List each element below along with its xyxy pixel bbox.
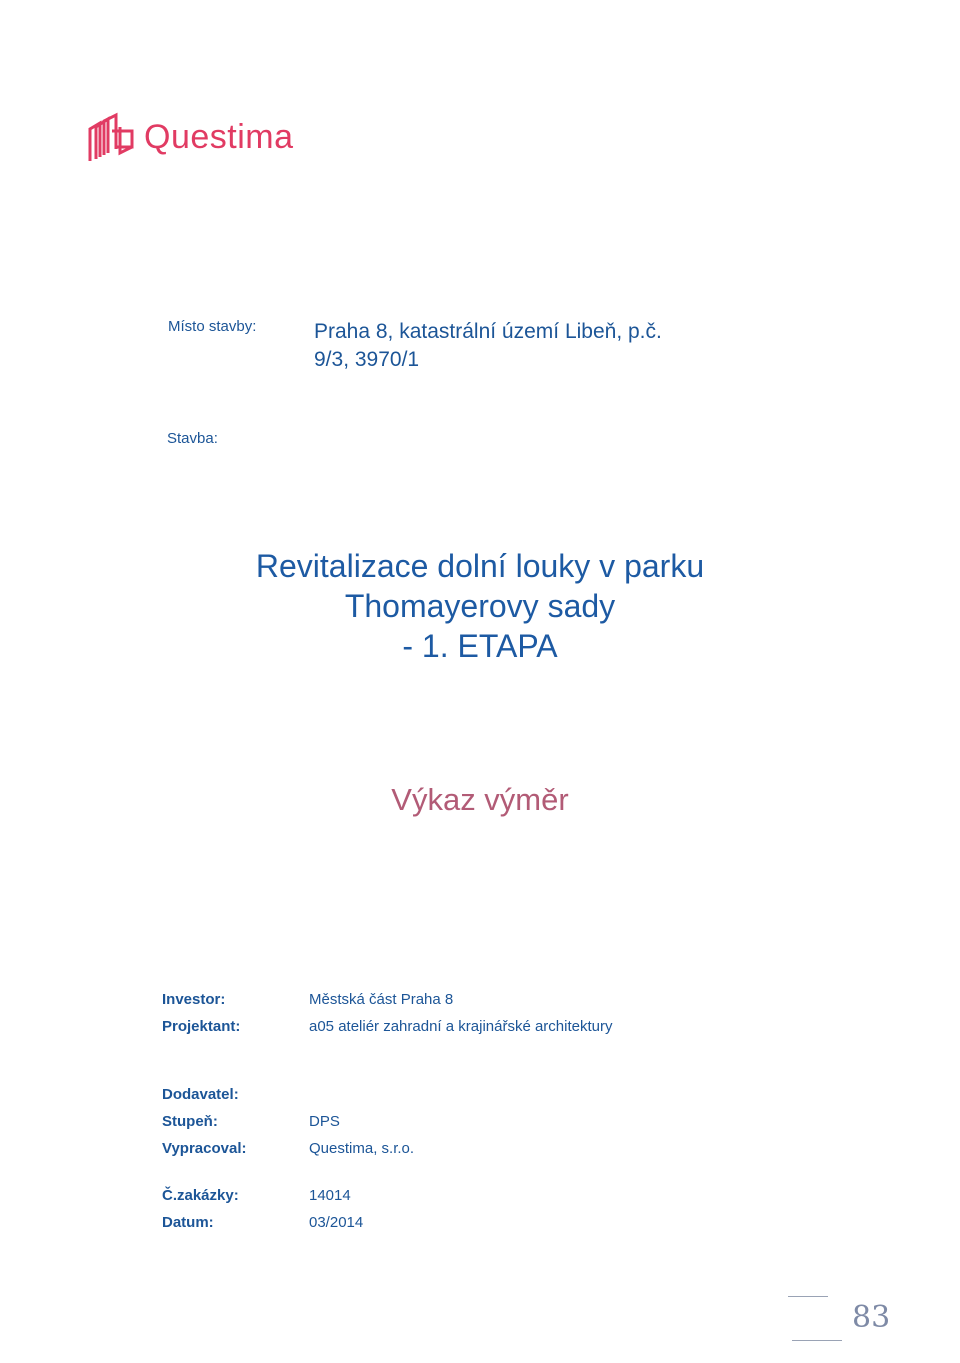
supplier-label: Dodavatel: (162, 1086, 239, 1103)
site-value-line1: Praha 8, katastrální území Libeň, p.č. (314, 320, 662, 343)
designer-value: a05 ateliér zahradní a krajinářské architektury (309, 1018, 613, 1035)
stage-value: DPS (309, 1113, 340, 1130)
logo-text: Questima (144, 117, 294, 156)
scribble-line-top (788, 1296, 828, 1297)
site-value-line2: 9/3, 3970/1 (314, 348, 420, 371)
project-title-line2: Thomayerovy sady (344, 588, 616, 624)
questima-logo-icon (86, 109, 138, 165)
project-title-line3: - 1. ETAPA (402, 628, 558, 664)
site-value (314, 318, 754, 374)
company-logo (86, 108, 294, 166)
document-type: Výkaz výměr (391, 782, 569, 817)
order-label: Č.zakázky: (162, 1187, 239, 1204)
designer-label: Projektant: (162, 1018, 241, 1035)
prepared-label: Vypracoval: (162, 1140, 247, 1157)
project-title-line1: Revitalizace dolní louky v parku (255, 548, 705, 584)
date-label: Datum: (162, 1214, 214, 1231)
site-label: Místo stavby: (168, 318, 257, 335)
scribble-line-bottom (792, 1340, 842, 1341)
order-value: 14014 (309, 1187, 351, 1204)
date-value: 03/2014 (309, 1214, 364, 1231)
stage-label: Stupeň: (162, 1113, 218, 1130)
investor-label: Investor: (162, 991, 226, 1008)
construction-label: Stavba: (167, 430, 218, 447)
prepared-value: Questima, s.r.o. (309, 1140, 415, 1157)
investor-value: Městská část Praha 8 (309, 991, 454, 1008)
project-title (120, 546, 840, 666)
page-mark: 83 (852, 1300, 891, 1335)
